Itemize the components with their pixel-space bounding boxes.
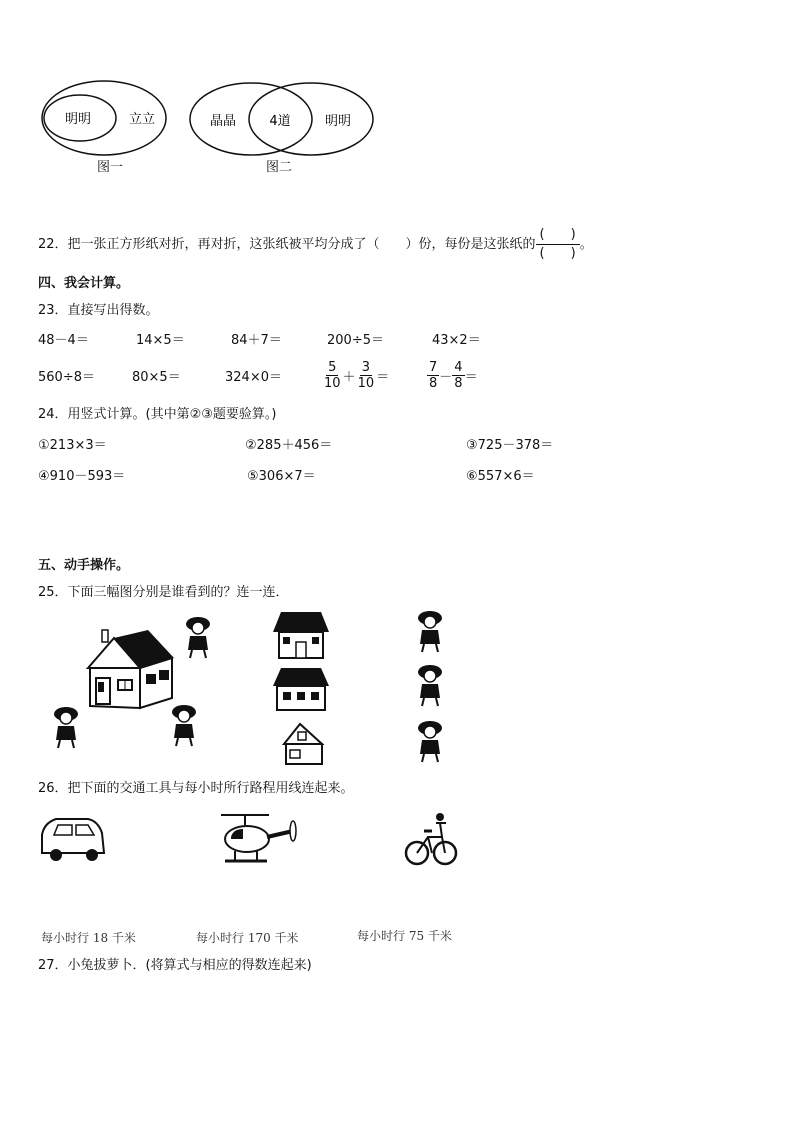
q23-r2-item3: 324×0＝ bbox=[225, 370, 282, 385]
child-figure-icon bbox=[412, 608, 448, 654]
q22-answer-fraction bbox=[536, 226, 580, 263]
q23-r1-item3: 84＋7＝ bbox=[231, 333, 282, 348]
question-26-title: 26．把下面的交通工具与每小时所行路程用线连起来。 bbox=[38, 781, 354, 796]
venn1-outer-label: 立立 bbox=[128, 112, 156, 127]
q23-r2-item1: 560÷8＝ bbox=[38, 370, 95, 385]
fraction: $\frac{4}{8}$ bbox=[454, 360, 463, 391]
q22-numerator-blank: ( ) bbox=[536, 226, 580, 245]
q22-denominator-blank: ( ) bbox=[539, 246, 576, 261]
venn2-left-label: 晶晶 bbox=[209, 114, 237, 129]
fraction: $\frac{7}{8}$ bbox=[429, 360, 438, 391]
q23-r1-item5: 43×2＝ bbox=[432, 333, 481, 348]
car-icon bbox=[38, 813, 108, 863]
speed-label-18: 每小时行 18 千米 bbox=[41, 931, 136, 945]
helicopter-icon bbox=[217, 809, 301, 869]
q24-item-5: ⑤306×7＝ bbox=[247, 469, 316, 484]
question-23-title: 23．直接写出得数。 bbox=[38, 303, 159, 318]
child-figure-icon bbox=[180, 614, 216, 660]
house-side-view-icon bbox=[271, 666, 331, 712]
section-5-heading: 五、动手操作。 bbox=[38, 558, 130, 573]
q23-r1-item4: 200÷5＝ bbox=[327, 333, 384, 348]
speed-label-75: 每小时行 75 千米 bbox=[357, 929, 452, 943]
question-25-title: 25．下面三幅图分别是谁看到的？连一连． bbox=[38, 585, 289, 600]
q23-r1-item1: 48－4＝ bbox=[38, 333, 89, 348]
venn2-middle-label: 4道 bbox=[269, 114, 291, 129]
house-front-view-icon bbox=[271, 610, 331, 660]
venn-diagram-1 bbox=[38, 78, 173, 160]
venn2-right-label: 明明 bbox=[324, 114, 352, 129]
q24-item-3: ③725－378＝ bbox=[466, 438, 554, 453]
q24-item-2: ②285＋456＝ bbox=[245, 438, 333, 453]
child-figure-icon bbox=[412, 718, 448, 764]
q22-text: 22．把一张正方形纸对折，再对折，这张纸被平均分成了（ ）份，每份是这张纸的 bbox=[38, 236, 536, 252]
question-24-title: 24．用竖式计算。(其中第②③题要验算。) bbox=[38, 407, 277, 422]
child-figure-icon bbox=[48, 704, 84, 750]
child-figure-icon bbox=[166, 702, 202, 748]
venn-diagram-2 bbox=[186, 80, 378, 160]
q23-r1-item2: 14×5＝ bbox=[136, 333, 185, 348]
house-perspective-illustration bbox=[84, 628, 176, 710]
venn2-caption: 图二 bbox=[266, 160, 293, 175]
speed-label-170: 每小时行 170 千米 bbox=[196, 931, 299, 945]
house-end-view-icon bbox=[280, 720, 326, 766]
section-4-heading: 四、我会计算。 bbox=[38, 276, 130, 291]
venn1-caption: 图一 bbox=[97, 160, 124, 175]
q24-item-1: ①213×3＝ bbox=[38, 438, 107, 453]
q23-r2-item2: 80×5＝ bbox=[132, 370, 181, 385]
fraction: $\frac{3}{10}$ bbox=[357, 360, 375, 391]
fraction: $\frac{5}{10}$ bbox=[324, 360, 341, 391]
question-27-title: 27．小兔拔萝卜．(将算式与相应的得数连起来) bbox=[38, 958, 312, 973]
q24-item-6: ⑥557×6＝ bbox=[466, 469, 535, 484]
bicycle-icon bbox=[404, 811, 458, 871]
q24-item-4: ④910－593＝ bbox=[38, 469, 126, 484]
q23-fraction-expr-2: $\frac{7}{8}$ － $\frac{4}{8}$ ＝ bbox=[429, 360, 478, 391]
q23-fraction-expr-1: $\frac{5}{10}$ ＋ $\frac{3}{10}$ ＝ bbox=[324, 360, 390, 391]
q22-end: 。 bbox=[579, 236, 593, 252]
child-figure-icon bbox=[412, 662, 448, 708]
question-22 bbox=[38, 226, 593, 263]
venn1-inner-label: 明明 bbox=[64, 112, 92, 127]
